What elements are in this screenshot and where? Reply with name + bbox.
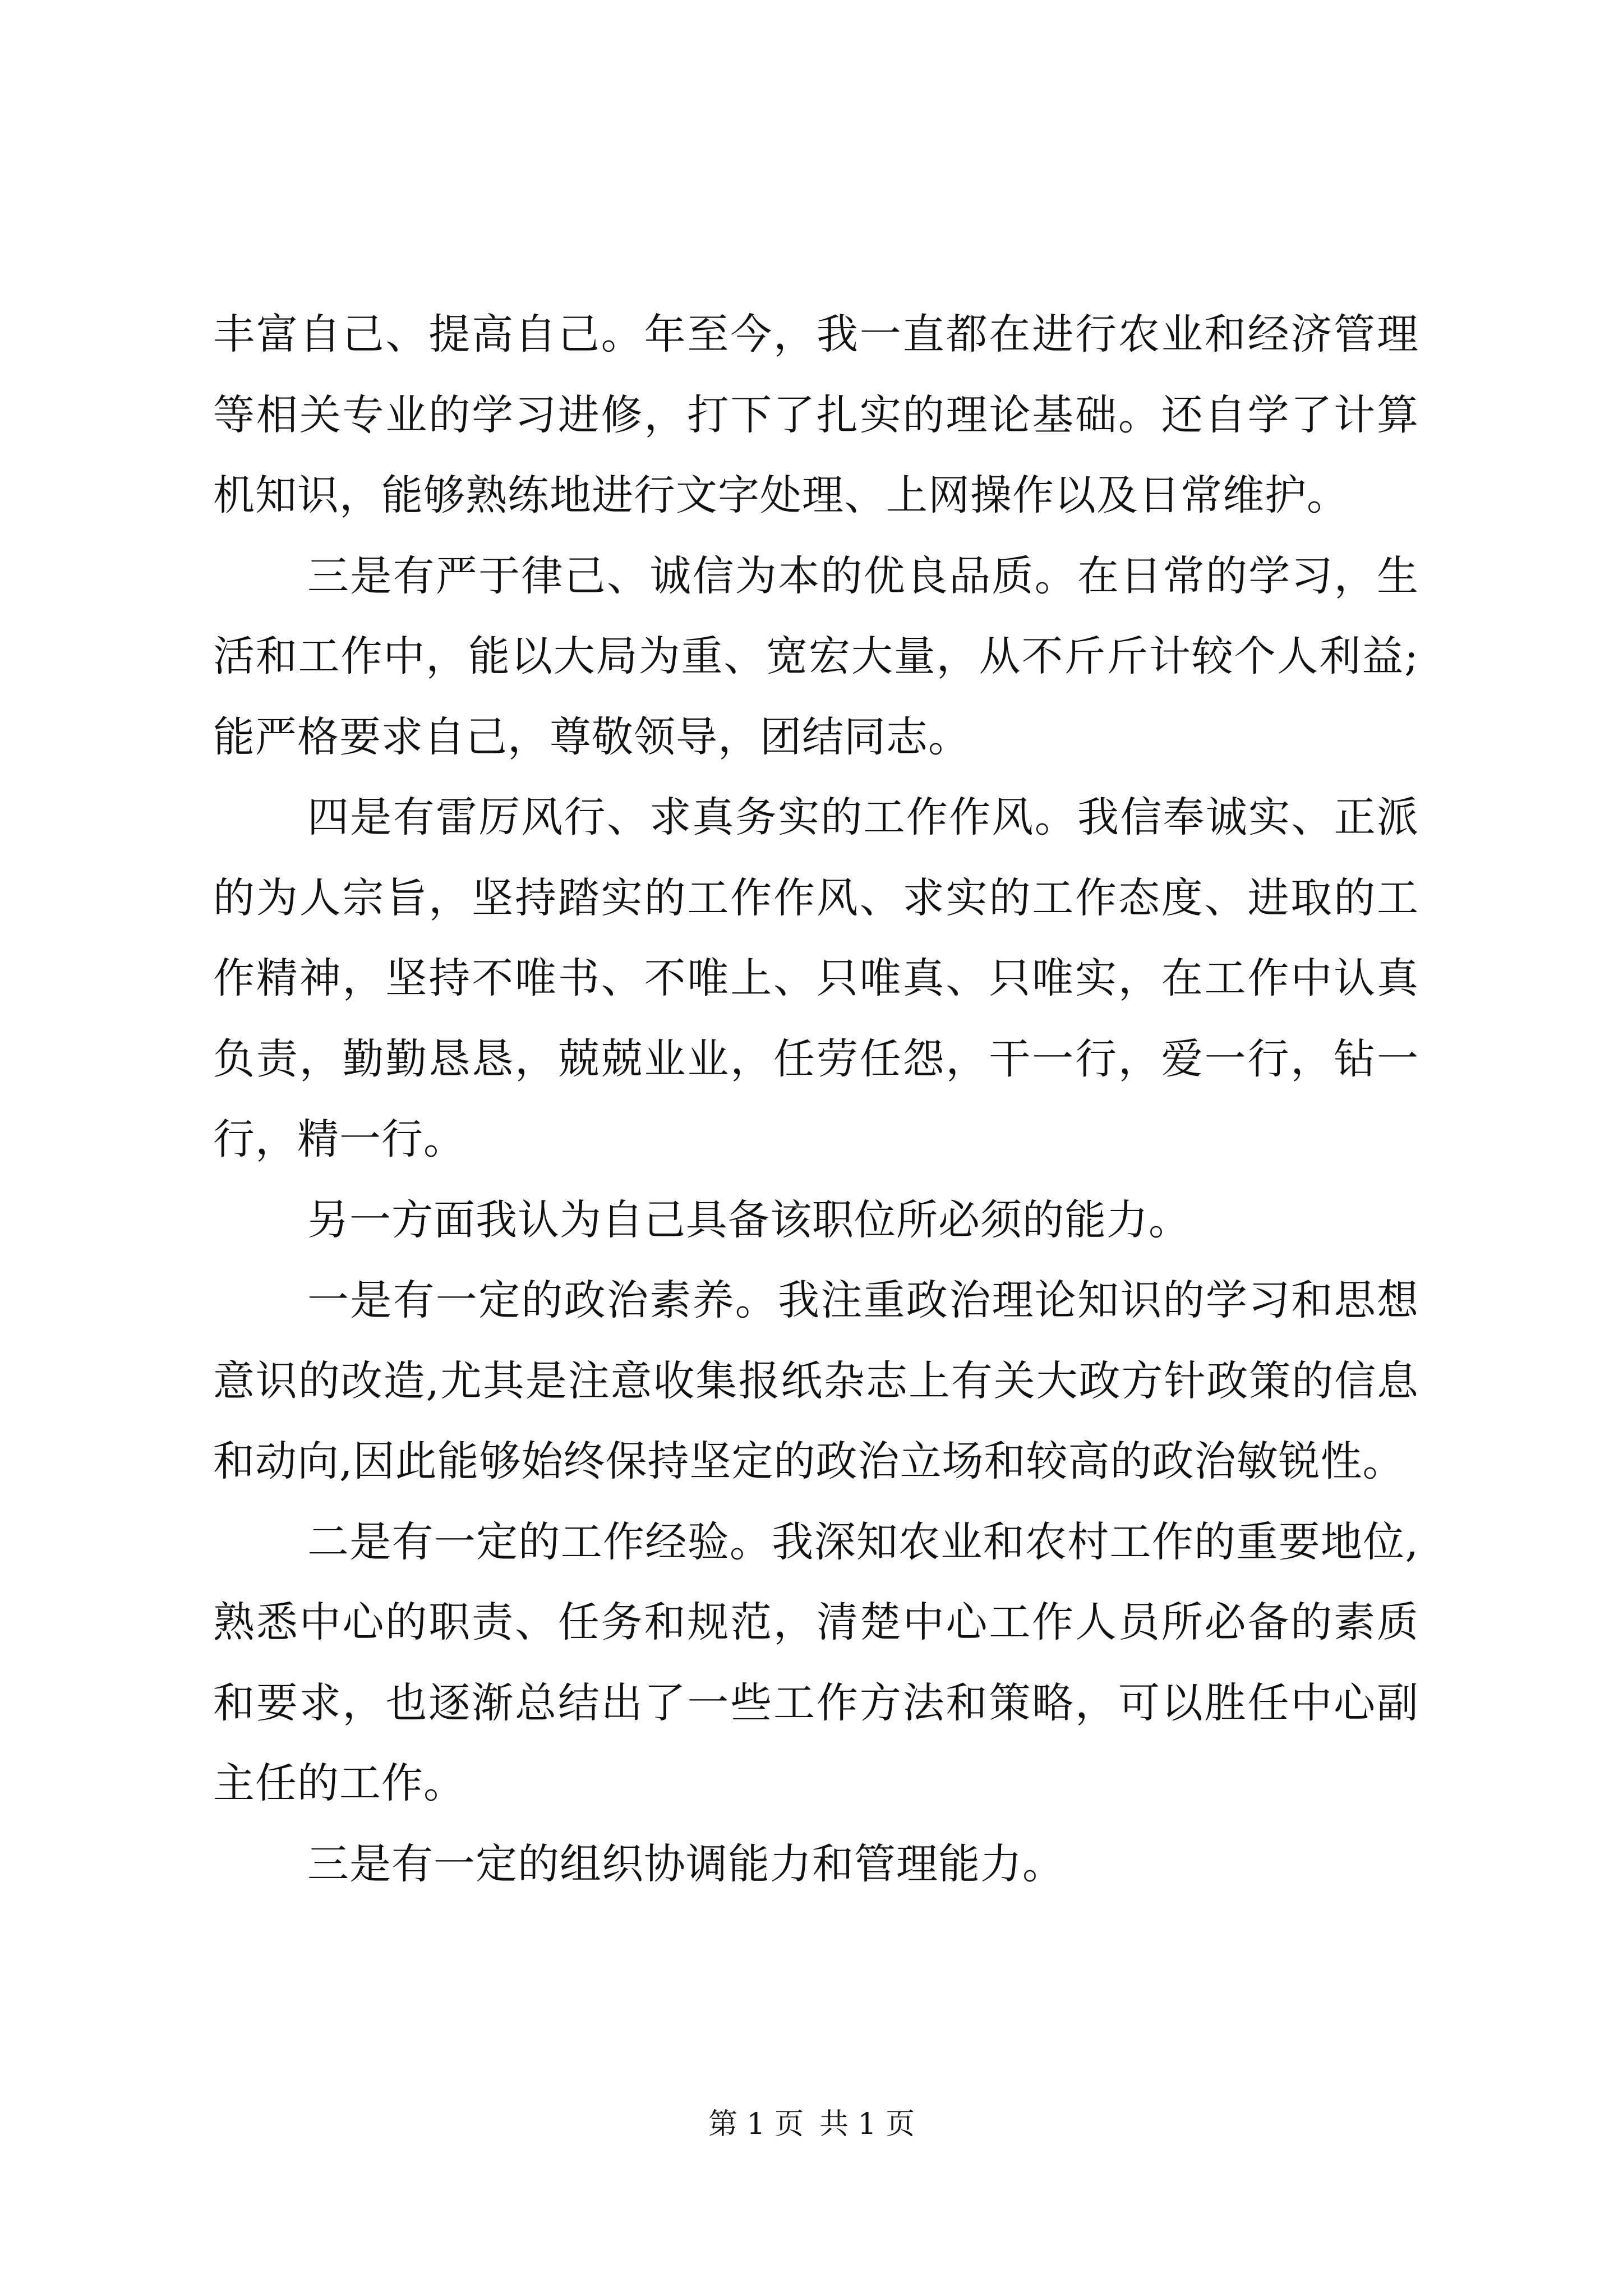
paragraph-7: 三是有一定的组织协调能力和管理能力。 (307, 1839, 1064, 1888)
paragraph-6: 二是有一定的工作经验。我深知农业和农村工作的重要地位,熟悉中心的职责、任务和规范，清楚中心工作人员所必备的素质和要求，也逐渐总结出了一些工作方法和策略，可以胜任中心副主任的工作。 (213, 1517, 1419, 1807)
page-number: 第 1 页 (708, 2108, 804, 2141)
paragraph-5: 一是有一定的政治素养。我注重政治理论知识的学习和思想意识的改造,尤其是注意收集报纸杂志上有关大政方针政策的信息和动向,因此能够始终保持坚定的政治立场和较高的政治敏锐性。 (213, 1276, 1419, 1485)
paragraph-4: 另一方面我认为自己具备该职位所必须的能力。 (307, 1195, 1191, 1244)
paragraph-1: 丰富自己、提高自己。年至今，我一直都在进行农业和经济管理等相关专业的学习进修，打下了扎实的理论基础。还自学了计算机知识，能够熟练地进行文字处理、上网操作以及日常维护。 (213, 310, 1419, 519)
paragraph-3: 四是有雷厉风行、求真务实的工作作风。我信奉诚实、正派的为人宗旨，坚持踏实的工作作风、求实的工作态度、进取的工作精神，坚持不唯书、不唯上、只唯真、只唯实，在工作中认真负责，勤勤恳恳，兢兢业业，任劳任怨，干一行，爱一行，钻一行，精一行。 (213, 793, 1419, 1163)
page-footer (0, 2105, 1623, 2144)
page-total: 共 1 页 (819, 2108, 915, 2141)
paragraph-2: 三是有严于律己、诚信为本的优良品质。在日常的学习，生活和工作中，能以大局为重、宽宏大量，从不斤斤计较个人利益;能严格要求自己，尊敬领导，团结同志。 (213, 551, 1419, 761)
document-body (213, 295, 1419, 1904)
